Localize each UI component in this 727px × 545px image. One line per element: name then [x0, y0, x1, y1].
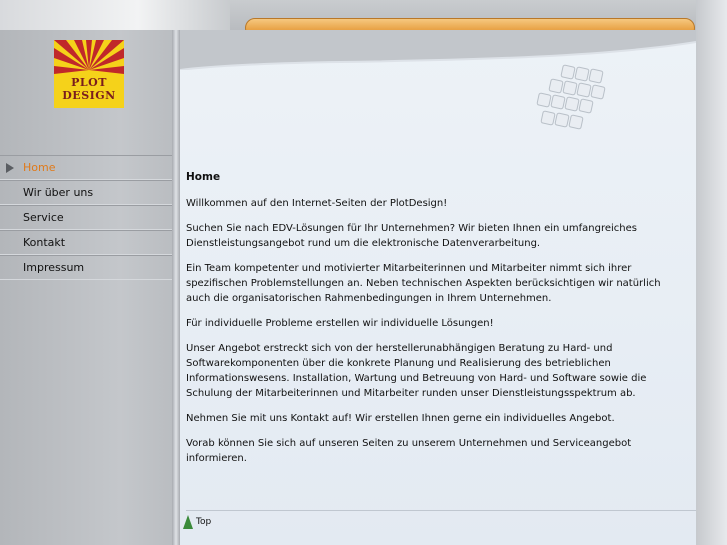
paragraph: Für individuelle Probleme erstellen wir individuelle Lösungen! [186, 318, 494, 329]
paragraph: Nehmen Sie mit uns Kontakt auf! Wir erstellen Ihnen gerne ein individuelles Angebot. [186, 413, 615, 424]
nav-item-label: Wir über uns [23, 186, 94, 199]
paragraph: Suchen Sie nach EDV-Lösungen für Ihr Unternehmen? Wir bieten Ihnen ein umfangreiches Dienstleistungsangebot rund um die elektronische Datenverarbeitung. [186, 223, 637, 249]
page-title: Home [186, 171, 221, 183]
paragraph: Willkommen auf den Internet-Seiten der PlotDesign! [186, 198, 448, 209]
logo-line-1: PLOT [71, 76, 107, 89]
keyboard-icon [522, 62, 608, 148]
nav-item-wir-ueber-uns[interactable] [0, 180, 172, 205]
right-edge [696, 0, 727, 545]
arrow-right-icon [6, 163, 14, 173]
nav-item-home[interactable] [0, 155, 172, 180]
content [186, 170, 686, 476]
nav-item-label: Kontakt [23, 236, 66, 249]
nav-item-kontakt[interactable] [0, 230, 172, 255]
paragraph: Unser Angebot erstreckt sich von der herstellerunabhängigen Beratung zu Hard- und Softwarekomponenten über die konkrete Planung und Realisierung des betrieblichen Informationswesens. Installation, Wartung und Betreuung von Hard- und Software sowie die Schulung der Mitarbeiterinnen und Mitarbeiter runden unser Dienstleistungsspektrum ab. [186, 343, 647, 399]
nav-item-label: Impressum [23, 261, 85, 274]
plotdesign-logo[interactable] [54, 40, 124, 108]
back-to-top-link[interactable] [180, 508, 211, 536]
sidebar-nav [0, 155, 172, 280]
nav-item-label: Service [23, 211, 64, 224]
sidebar-divider [172, 30, 180, 545]
up-triangle-icon [183, 515, 193, 529]
footer-divider [186, 510, 696, 511]
nav-item-impressum[interactable] [0, 255, 172, 280]
logo-text [54, 76, 124, 102]
top-link-label: Top [196, 517, 212, 527]
paragraph: Ein Team kompetenter und motivierter Mitarbeiterinnen und Mitarbeiter nimmt sich ihrer spezifischen Problemstellungen an. Neben technischen Aspekten berücksichtigen wir natürlich auch die organisatorischen Rahmenbedingungen in Ihrem Unternehmen. [186, 263, 661, 304]
paragraph: Vorab können Sie sich auf unseren Seiten zu unserem Unternehmen und Serviceangebot informieren. [186, 438, 632, 464]
header-wave [180, 30, 696, 70]
nav-item-label: Home [23, 161, 56, 174]
top-band-highlight [0, 0, 230, 30]
logo-line-2: DESIGN [62, 89, 116, 102]
nav-item-service[interactable] [0, 205, 172, 230]
